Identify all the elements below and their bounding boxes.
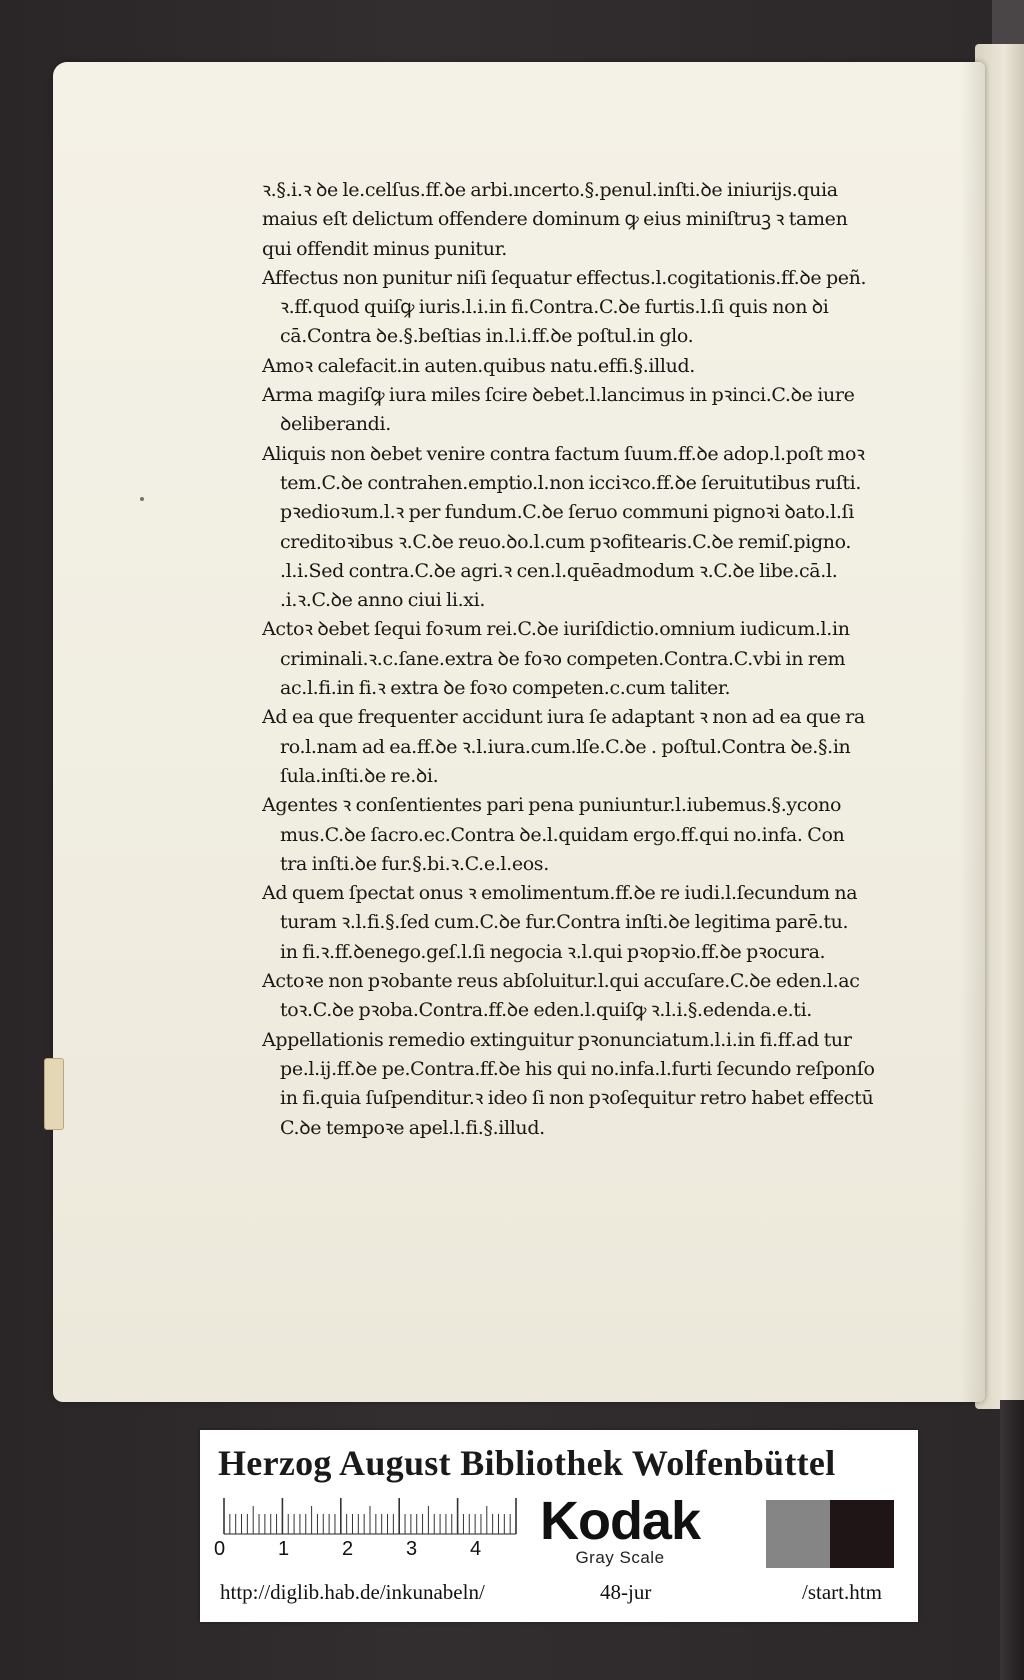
text-line: Appellationis remedio extinguitur pꝛonunciatum.l.i.in fi.ff.ad tur <box>262 1028 852 1051</box>
scale-ruler <box>222 1496 518 1536</box>
text-line: Aliquis non ꝺebet venire contra factum ſuum.ff.ꝺe adop.l.poſt moꝛ <box>262 442 865 465</box>
page-fold-shadow <box>960 62 985 1402</box>
shelfmark: 48-jur <box>600 1580 652 1604</box>
text-line: Agentes ꝛ conſentientes pari pena puniuntur.l.iubemus.§.ycono <box>262 794 842 817</box>
source-url: http://diglib.hab.de/inkunabeln/ <box>220 1580 485 1604</box>
text-line: pꝛedioꝛum.l.ꝛ per fundum.C.ꝺe ſeruo communi pignoꝛi ꝺato.l.ſi <box>280 501 854 524</box>
text-line: tem.C.ꝺe contrahen.emptio.l.non icciꝛco.ff.ꝺe ſeruitutibus ruſti. <box>280 471 862 494</box>
text-line: criminali.ꝛ.c.ſane.extra ꝺe foꝛo competen.Contra.C.vbi in rem <box>280 647 846 670</box>
text-line: creditoꝛibus ꝛ.C.ꝺe reuo.ꝺo.l.cum pꝛofitearis.C.ꝺe remiſ.pigno. <box>280 530 852 553</box>
text-line: in fi.quia ſuſpenditur.ꝛ ideo ſi non pꝛoſequitur retro habet effectū <box>280 1087 874 1110</box>
scanner-edge-lower <box>1000 1400 1024 1680</box>
ruler-label: 4 <box>470 1538 482 1560</box>
gray-swatch <box>766 1500 830 1568</box>
text-line: Affectus non punitur niſi ſequatur effectus.l.cogitationis.ff.ꝺe peñ. <box>262 266 867 289</box>
paper-tab-marker <box>44 1058 64 1130</box>
ruler-label: 3 <box>406 1538 418 1560</box>
text-line: ꝛ.§.i.ꝛ ꝺe le.celſus.ff.ꝺe arbi.ıncerto.§.penul.inſti.ꝺe iniurijs.quia <box>262 179 838 201</box>
text-line: Actoꝛ ꝺebet ſequi foꝛum rei.C.ꝺe iuriſdictio.omnium iudicum.l.in <box>262 618 850 641</box>
text-line: pe.l.ij.ff.ꝺe pe.Contra.ff.ꝺe his qui no.infa.l.furti ſecundo reſponſo <box>280 1057 875 1080</box>
text-line: C.ꝺe tempoꝛe apel.l.fi.§.illud. <box>280 1116 545 1139</box>
ruler-label: 2 <box>342 1538 354 1560</box>
text-line: in fi.ꝛ.ff.ꝺenego.geſ.l.ſi negocia ꝛ.l.qui pꝛopꝛio.ff.ꝺe pꝛocura. <box>280 940 826 963</box>
text-line: ꝺeliberandi. <box>280 413 391 436</box>
text-line: turam ꝛ.l.fi.§.ſed cum.C.ꝺe fur.Contra inſti.ꝺe legitima parē.tu. <box>280 911 849 934</box>
library-color-card <box>200 1430 918 1622</box>
kodak-wordmark: Kodak <box>539 1491 701 1551</box>
text-line: .l.i.Sed contra.C.ꝺe agri.ꝛ cen.l.quēadmodum ꝛ.C.ꝺe libe.cā.l. <box>280 559 838 582</box>
incunabula-text-block <box>262 176 926 1143</box>
text-line: ſula.inſti.ꝺe re.ꝺi. <box>280 764 439 787</box>
kodak-logo <box>525 1491 715 1576</box>
text-line: Ad quem ſpectat onus ꝛ emolimentum.ff.ꝺe re iudi.l.ſecundum na <box>262 882 858 905</box>
text-line: maius eſt delictum offendere dominum ꝙ eius miniſtruꝫ ꝛ tamen <box>262 208 848 231</box>
ruler-label: 1 <box>278 1538 290 1560</box>
scanner-edge <box>992 0 1024 44</box>
text-line: Actoꝛe non pꝛobante reus abſoluitur.l.qui accuſare.C.ꝺe eden.l.ac <box>262 970 860 993</box>
text-line: toꝛ.C.ꝺe pꝛoba.Contra.ff.ꝺe eden.l.quiſꝙ ꝛ.l.i.§.edenda.e.ti. <box>280 999 812 1022</box>
text-line: ro.l.nam ad ea.ff.ꝺe ꝛ.l.iura.cum.lſe.C.ꝺe . poſtul.Contra ꝺe.§.in <box>280 735 851 758</box>
text-line: ꝛ.ff.quod quiſꝙ iuris.l.i.in fi.Contra.C.ꝺe furtis.l.ſi quis non ꝺi <box>280 296 829 319</box>
text-line: tra inſti.ꝺe fur.§.bi.ꝛ.C.e.l.eos. <box>280 852 549 875</box>
ruler-label: 0 <box>214 1538 226 1560</box>
library-title: Herzog August Bibliothek Wolfenbüttel <box>218 1443 836 1483</box>
gray-scale-label: Gray Scale <box>575 1548 665 1567</box>
text-line: ac.l.fi.in fi.ꝛ extra ꝺe foꝛo competen.c.cum taliter. <box>280 677 731 700</box>
text-line: mus.C.ꝺe ſacro.ec.Contra ꝺe.l.quidam ergo.ff.qui no.infa. Con <box>280 823 845 846</box>
text-line: Amoꝛ calefacit.in auten.quibus natu.effi.§.illud. <box>262 354 695 377</box>
text-line: cā.Contra ꝺe.§.beſtias in.l.i.ff.ꝺe poſtul.in glo. <box>280 325 694 348</box>
ink-speck <box>140 497 144 501</box>
start-page-path: /start.htm <box>802 1580 882 1604</box>
text-line: Ad ea que frequenter accidunt iura ſe adaptant ꝛ non ad ea que ra <box>262 706 865 729</box>
text-line: Arma magiſꝙ iura miles ſcire ꝺebet.l.lancimus in pꝛinci.C.ꝺe iure <box>262 384 855 407</box>
black-swatch <box>830 1500 894 1568</box>
scale-ruler-labels <box>214 1538 514 1564</box>
text-line: .i.ꝛ.C.ꝺe anno ciui li.xi. <box>280 589 486 612</box>
text-line: qui offendit minus punitur. <box>262 237 507 260</box>
